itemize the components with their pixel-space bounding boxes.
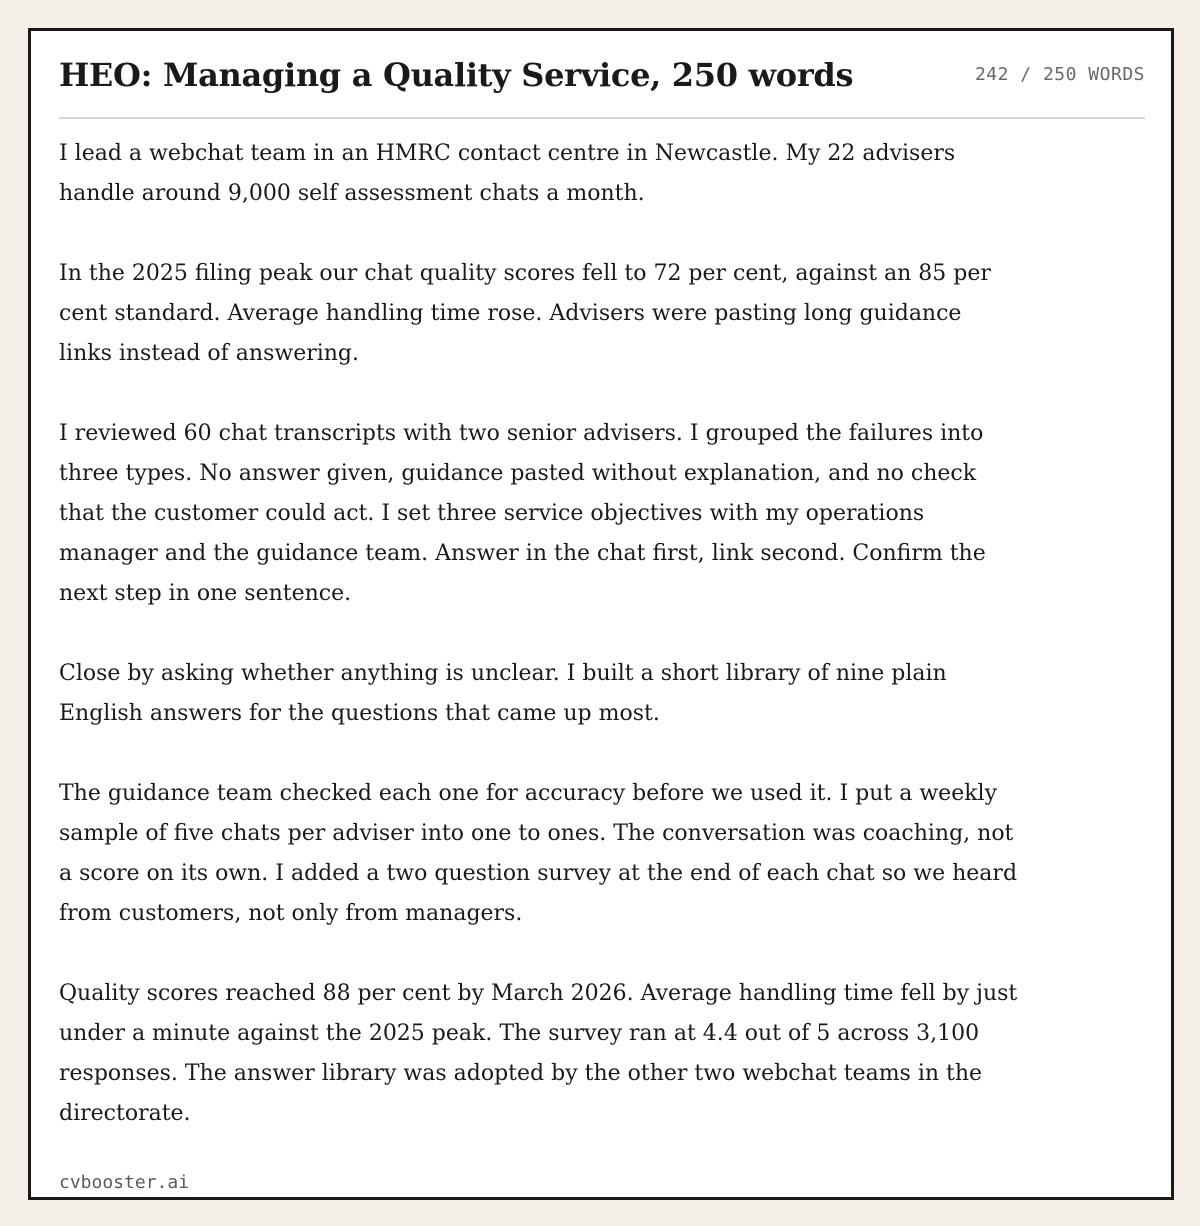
paragraph-context: I lead a webchat team in an HMRC contact centre in Newcastle. My 22 advisers handle around 9,000 self assessment chats a month. [59, 141, 956, 206]
statement-body [59, 134, 1019, 1134]
paragraph-results: Quality scores reached 88 per cent by March 2026. Average handling time fell by just under a minute against the 2025 peak. The survey ran at 4.4 out of 5 across 3,100 responses. The answer library was adopted by the other two webchat teams in the directorate. [59, 981, 1018, 1126]
word-count-badge: 242 / 250 WORDS [974, 64, 1145, 85]
statement-header [59, 53, 1145, 119]
paragraph-problem: In the 2025 filing peak our chat quality scores fell to 72 per cent, against an 85 per cent standard. Average handling time rose. Advisers were pasting long guidance links instead of answering. [59, 261, 991, 366]
paragraph-actions: I reviewed 60 chat transcripts with two senior advisers. I grouped the failures into three types. No answer given, guidance pasted without explanation, and no check that the customer could act. I set three service objectives with my operations manager and the guidance team. Answer in the chat first, link second. Confirm the next step in one sentence. [59, 421, 986, 606]
footer-brand: cvbooster.ai [59, 1172, 190, 1193]
statement-title: HEO: Managing a Quality Service, 250 words [59, 56, 854, 94]
paragraph-coaching: The guidance team checked each one for accuracy before we used it. I put a weekly sample of five chats per adviser into one to ones. The conversation was coaching, not a score on its own. I added a two question survey at the end of each chat so we heard from customers, not only from managers. [59, 781, 1018, 926]
statement-card [28, 28, 1174, 1200]
paragraph-library: Close by asking whether anything is unclear. I built a short library of nine plain English answers for the questions that came up most. [59, 661, 947, 726]
